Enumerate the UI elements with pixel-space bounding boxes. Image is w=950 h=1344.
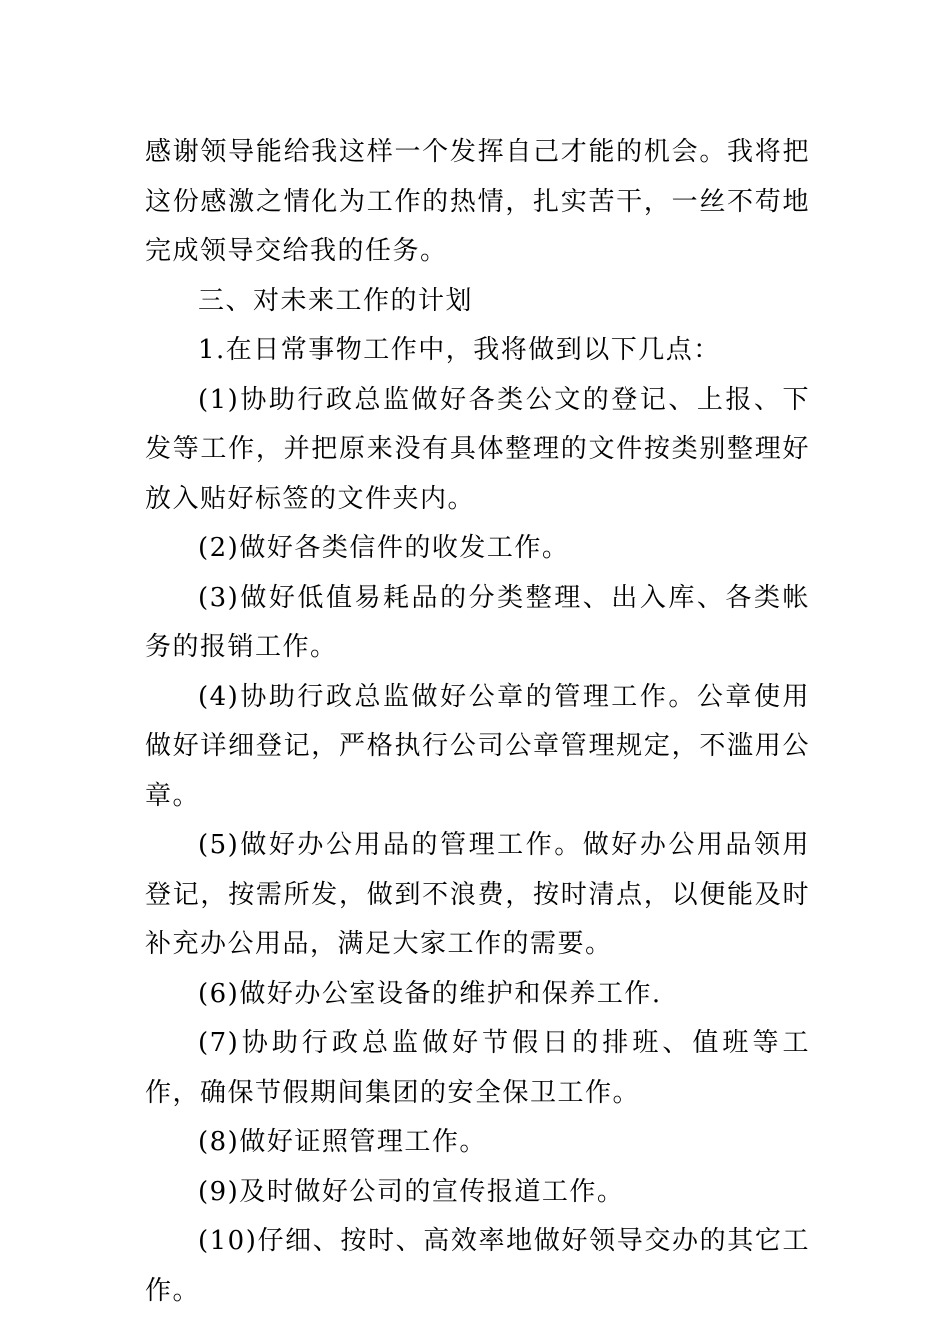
paragraph-gratitude: 感谢领导能给我这样一个发挥自己才能的机会。我将把这份感激之情化为工作的热情，扎实苦干，一丝不苟地完成领导交给我的任务。: [145, 137, 810, 266]
list-item-1: (1)协助行政总监做好各类公文的登记、上报、下发等工作，并把原来没有具体整理的文件按类别整理好放入贴好标签的文件夹内。: [145, 384, 810, 514]
list-item-2: (2)做好各类信件的收发工作。: [198, 533, 570, 563]
list-item-6: (6)做好办公室设备的维护和保养工作.: [198, 978, 662, 1009]
section-heading-future-plan: 三、对未来工作的计划: [198, 285, 474, 316]
list-item-5: (5)做好办公用品的管理工作。做好办公用品领用登记，按需所发，做到不浪费，按时清点，以便能及时补充办公用品，满足大家工作的需要。: [145, 830, 810, 959]
list-item-10: (10)仔细、按时、高效率地做好领导交办的其它工作。: [145, 1226, 810, 1306]
subsection-heading-daily-work: 1.在日常事物工作中，我将做到以下几点：: [198, 335, 721, 365]
list-item-9: (9)及时做好公司的宣传报道工作。: [198, 1176, 625, 1207]
list-item-4: (4)协助行政总监做好公章的管理工作。公章使用做好详细登记，严格执行公司公章管理规定，不滥用公章。: [145, 681, 810, 811]
list-item-3: (3)做好低值易耗品的分类整理、出入库、各类帐务的报销工作。: [145, 582, 810, 662]
list-item-7: (7)协助行政总监做好节假日的排班、值班等工作，确保节假期间集团的安全保卫工作。: [145, 1028, 810, 1108]
list-item-8: (8)做好证照管理工作。: [198, 1127, 487, 1157]
document-body: [145, 128, 810, 1316]
